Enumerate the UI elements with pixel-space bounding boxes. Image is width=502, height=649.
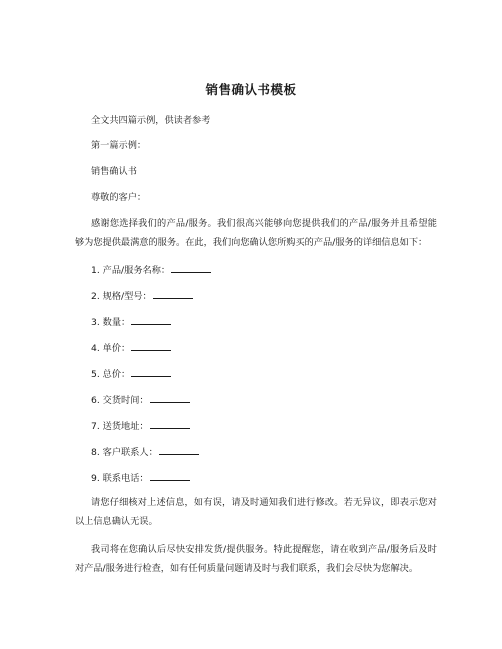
list-item-label: 3. 数量： [91,317,131,328]
list-item [91,393,190,408]
list-item [91,315,171,330]
fill-in-blank [150,393,190,403]
list-item-label: 5. 总价： [91,369,131,380]
list-item-label: 2. 规格/型号： [91,291,152,302]
list-item [91,471,190,486]
list-item-label: 6. 交货时间： [91,395,149,406]
list-item [91,263,211,278]
fill-in-blank [159,445,199,455]
fill-in-blank [150,419,190,429]
salutation: 尊敬的客户： [91,192,147,203]
fill-in-blank [153,289,193,299]
fill-in-blank [131,367,171,377]
list-item-label: 4. 单价： [91,343,131,354]
intro-text: 全文共四篇示例，供读者参考 [91,115,211,126]
document-title: 销售确认书模板 [205,82,297,97]
check-paragraph: 请您仔细核对上述信息，如有误，请及时通知我们进行修改。若无异议，即表示您对以上信息确认无误。 [75,497,437,527]
list-item-label: 1. 产品/服务名称： [91,265,171,276]
opening-paragraph: 感谢您选择我们的产品/服务。我们很高兴能够向您提供我们的产品/服务并且希望能够为您提供最满意的服务。在此，我们向您确认您所购买的产品/服务的详细信息如下： [75,218,437,248]
doc-name: 销售确认书 [91,166,137,177]
list-item [91,419,190,434]
delivery-paragraph: 我司将在您确认后尽快安排发货/提供服务。特此提醒您，请在收到产品/服务后及时对产品/服务进行检查，如有任何质量问题请及时与我们联系，我们会尽快为您解决。 [75,544,437,574]
fill-in-blank [150,471,190,481]
list-item [91,367,171,382]
example-heading: 第一篇示例： [91,140,147,151]
list-item [91,341,171,356]
list-item-label: 9. 联系电话： [91,473,149,484]
list-item-label: 8. 客户联系人： [91,447,158,458]
fill-in-blank [131,315,171,325]
list-item [91,289,193,304]
list-item [91,445,199,460]
list-item-label: 7. 送货地址： [91,421,149,432]
fill-in-blank [131,341,171,351]
fill-in-blank [171,263,211,273]
